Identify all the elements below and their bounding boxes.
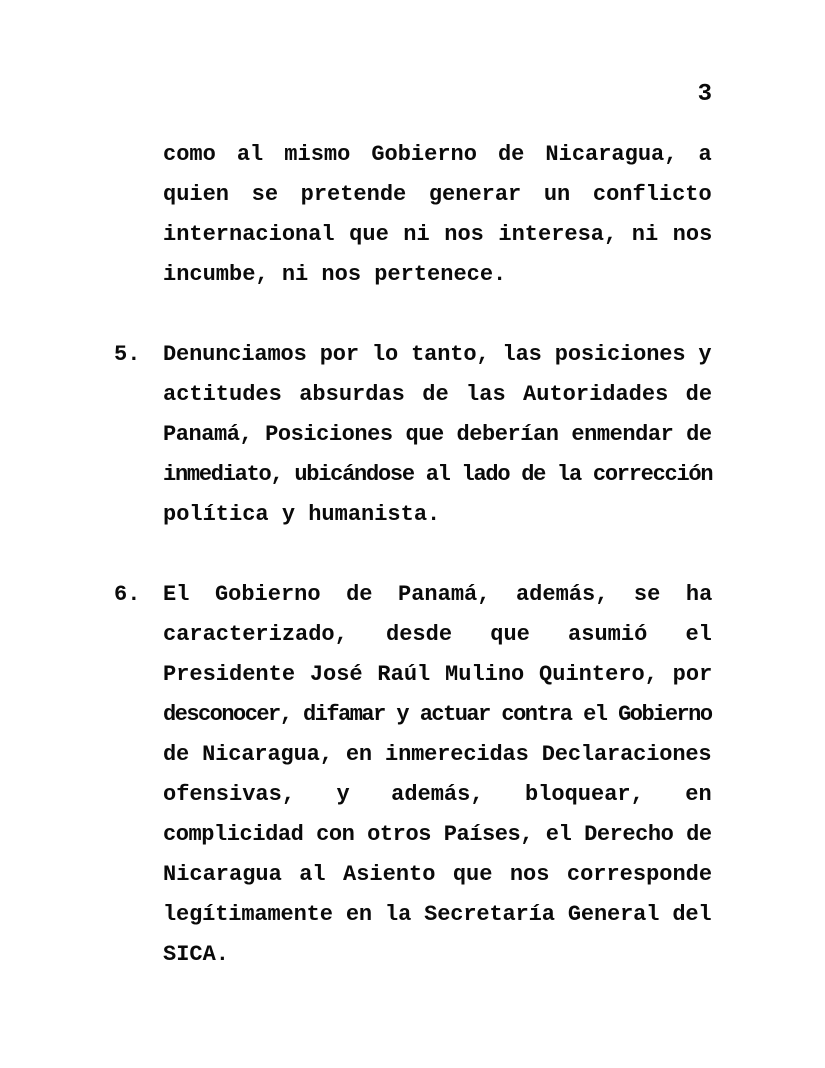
list-number: 6.: [114, 582, 141, 607]
page-number: 3: [697, 81, 712, 108]
text-line: Panamá, Posiciones que deberían enmendar de: [163, 422, 712, 447]
text-line: ofensivas, y además, bloquear, en: [163, 782, 712, 807]
text-line: incumbe, ni nos pertenece.: [163, 262, 507, 287]
text-line: actitudes absurdas de las Autoridades de: [163, 382, 713, 407]
paragraph-text: [163, 335, 712, 535]
text-line: como al mismo Gobierno de Nicaragua, a: [163, 142, 712, 167]
text-line: internacional que ni nos interesa, ni nos: [163, 222, 713, 247]
text-line: Denunciamos por lo tanto, las posiciones y: [163, 342, 712, 367]
paragraph: [114, 335, 712, 535]
paragraph-text: [163, 135, 712, 295]
text-line: política y humanista.: [163, 502, 441, 527]
text-line: Nicaragua al Asiento que nos corresponde: [163, 862, 713, 887]
text-line: legítimamente en la Secretaría General del: [163, 902, 712, 927]
text-line: complicidad con otros Países, el Derecho de: [163, 822, 712, 847]
list-number: [114, 135, 163, 295]
paragraph: [114, 575, 712, 975]
text-line: quien se pretende generar un conflicto: [163, 182, 712, 207]
text-line: Presidente José Raúl Mulino Quintero, por: [163, 662, 713, 687]
text-line: SICA.: [163, 942, 230, 967]
text-line: de Nicaragua, en inmerecidas Declaraciones: [163, 742, 712, 767]
document-body: [114, 135, 712, 975]
paragraph: [114, 135, 712, 295]
text-line: caracterizado, desde que asumió el: [163, 622, 712, 647]
text-line: desconocer, difamar y actuar contra el Gobierno: [163, 702, 712, 727]
list-number: 5.: [114, 342, 141, 367]
paragraph-text: [163, 575, 712, 975]
text-line: El Gobierno de Panamá, además, se ha: [163, 582, 713, 607]
text-line: inmediato, ubicándose al lado de la corrección: [163, 462, 713, 487]
